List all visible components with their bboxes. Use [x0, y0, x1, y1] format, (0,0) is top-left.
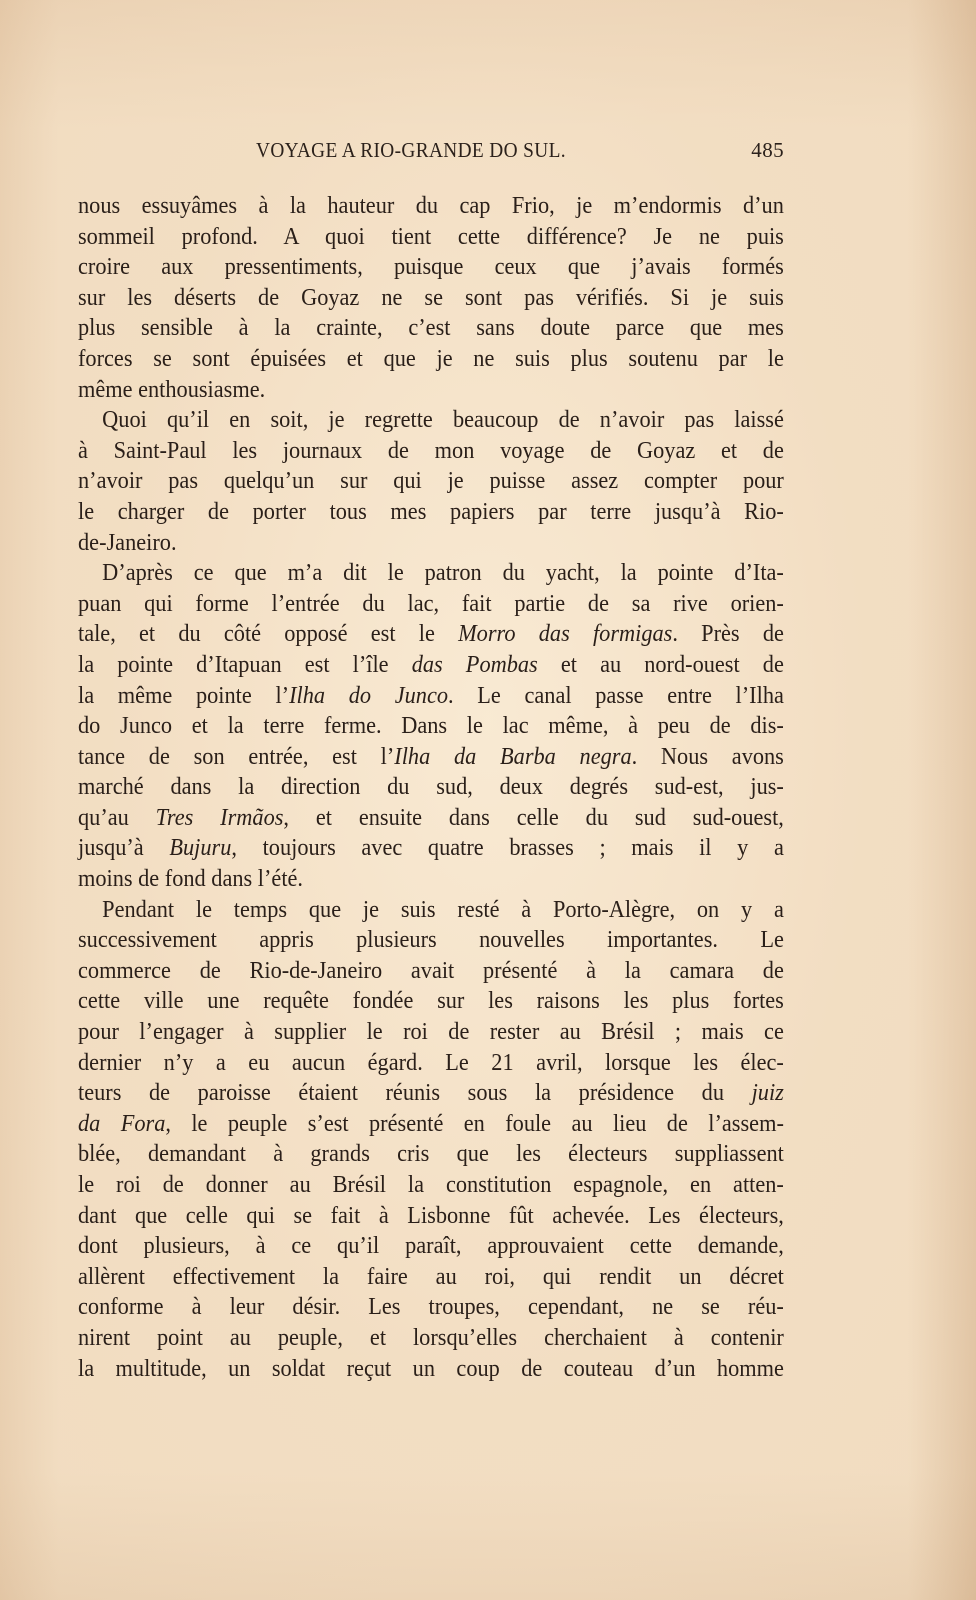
text-line: le roi de donner au Brésil la constitution espagnole, en atten- [78, 1172, 784, 1198]
text-line: le charger de porter tous mes papiers par terre jusqu’à Rio- [78, 498, 784, 525]
italic-term: Ilha da Barba negra [394, 743, 632, 770]
text-line: commerce de Rio-de-Janeiro avait présenté à la camara de [78, 957, 784, 984]
text-line: allèrent effectivement la faire au roi, qui rendit un décret [78, 1263, 784, 1290]
text-line: successivement appris plusieurs nouvelles importantes. Le [78, 927, 784, 954]
text-line: plus sensible à la crainte, c’est sans doute parce que mes [78, 315, 784, 342]
italic-term: Bujuru [169, 835, 232, 862]
text-line: Pendant le temps que je suis resté à Porto-Alègre, on y a [102, 896, 784, 923]
running-head-title: VOYAGE A RIO-GRANDE DO SUL. [256, 138, 566, 162]
text-line: forces se sont épuisées et que je ne suis plus soutenu par le [78, 345, 784, 372]
italic-term: Morro das formigas [458, 621, 673, 648]
italic-term: Tres Irmãos [155, 804, 284, 831]
text-line: la même pointe l’Ilha do Junco. Le canal passe entre l’Ilha [78, 682, 784, 709]
paragraph [78, 191, 784, 405]
text-line: marché dans la direction du sud, deux degrés sud-est, jus- [78, 774, 784, 801]
text-line: dernier n’y a eu aucun égard. Le 21 avril, lorsque les élec- [78, 1049, 784, 1076]
italic-term: juiz [751, 1080, 784, 1107]
text-line: croire aux pressentiments, puisque ceux que j’avais formés [78, 254, 784, 281]
text-line: à Saint-Paul les journaux de mon voyage de Goyaz et de [78, 437, 784, 464]
page-number: 485 [751, 138, 784, 162]
text-line: nirent point au peuple, et lorsqu’elles cherchaient à contenir [78, 1324, 784, 1351]
text-line: n’avoir pas quelqu’un sur qui je puisse assez compter pour [78, 468, 784, 495]
italic-term: Ilha do Junco [289, 682, 449, 709]
text-line: de-Janeiro. [78, 529, 177, 556]
body-text [78, 191, 784, 1384]
text-line: da Fora, le peuple s’est présenté en foule au lieu de l’assem- [78, 1110, 784, 1137]
text-line: puan qui forme l’entrée du lac, fait partie de sa rive orien- [78, 590, 784, 617]
italic-term: das Pombas [411, 651, 538, 678]
text-line: la pointe d’Itapuan est l’île das Pombas et au nord-ouest de [78, 651, 784, 678]
running-head [78, 138, 784, 166]
text-line: pour l’engager à supplier le roi de rester au Brésil ; mais ce [78, 1019, 784, 1046]
text-line: do Junco et la terre ferme. Dans le lac même, à peu de dis- [78, 713, 784, 740]
text-line: sur les déserts de Goyaz ne se sont pas vérifiés. Si je suis [78, 284, 784, 311]
paragraph [78, 405, 784, 558]
text-line: cette ville une requête fondée sur les raisons les plus fortes [78, 988, 784, 1015]
text-line: tale, et du côté opposé est le Morro das formigas. Près de [78, 621, 784, 648]
text-line: moins de fond dans l’été. [78, 866, 304, 893]
text-line: D’après ce que m’a dit le patron du yacht, la pointe d’Ita- [102, 560, 784, 587]
text-line: tance de son entrée, est l’Ilha da Barba negra. Nous avons [78, 743, 784, 770]
text-line: qu’au Tres Irmãos, et ensuite dans celle du sud sud-ouest, [78, 804, 784, 831]
text-line: teurs de paroisse étaient réunis sous la présidence du juiz [78, 1080, 784, 1107]
text-line: dant que celle qui se fait à Lisbonne fût achevée. Les électeurs, [78, 1202, 784, 1229]
text-line: nous essuyâmes à la hauteur du cap Frio, je m’endormis d’un [78, 193, 784, 219]
text-line: même enthousiasme. [78, 376, 266, 403]
text-line: conforme à leur désir. Les troupes, cependant, ne se réu- [78, 1294, 784, 1321]
italic-term: da Fora [78, 1110, 166, 1137]
paragraph [78, 895, 784, 1385]
text-line: jusqu’à Bujuru, toujours avec quatre brasses ; mais il y a [78, 835, 784, 862]
text-line: sommeil profond. A quoi tient cette différence? Je ne puis [78, 223, 784, 250]
text-line: la multitude, un soldat reçut un coup de couteau d’un homme [78, 1355, 784, 1382]
paragraph [78, 558, 784, 895]
text-line: Quoi qu’il en soit, je regrette beaucoup de n’avoir pas laissé [102, 407, 784, 434]
text-line: dont plusieurs, à ce qu’il paraît, approuvaient cette demande, [78, 1233, 784, 1260]
text-line: blée, demandant à grands cris que les électeurs suppliassent [78, 1141, 784, 1168]
